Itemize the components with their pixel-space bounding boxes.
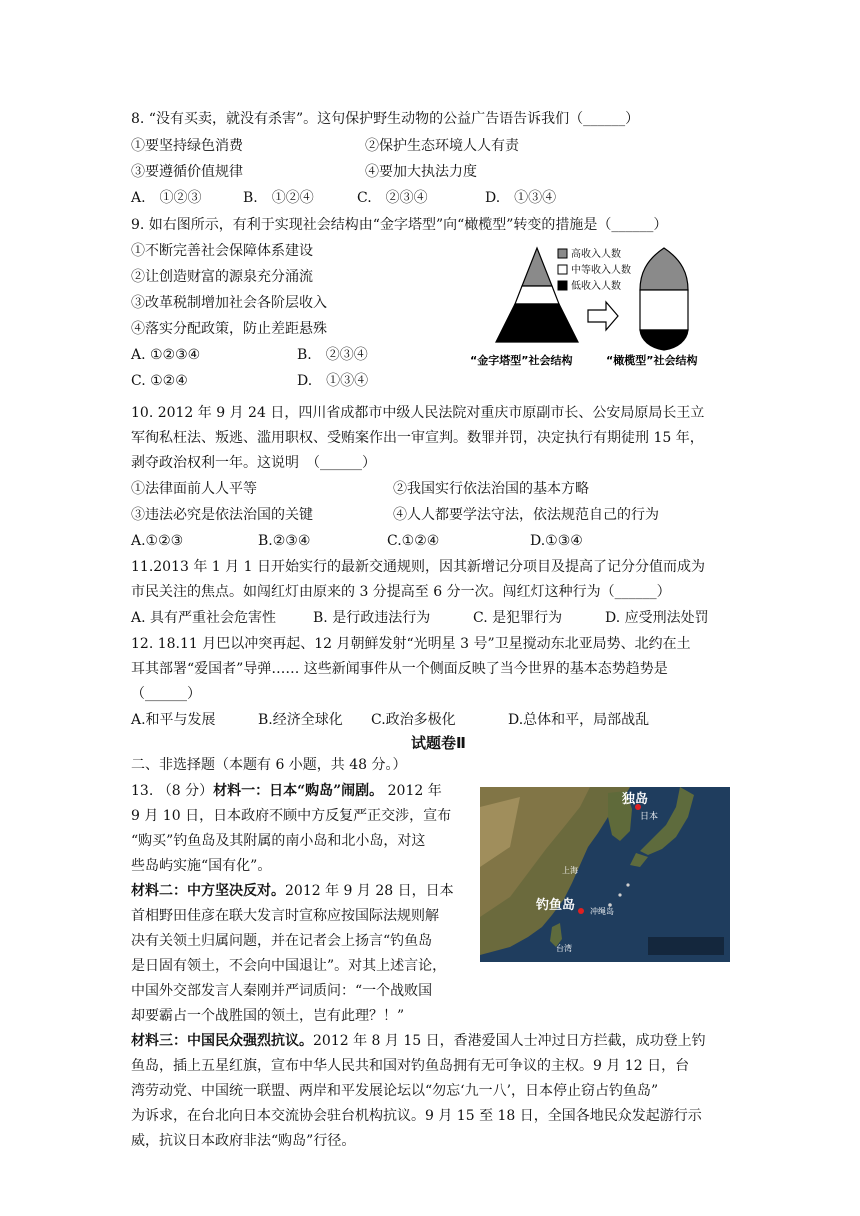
q10-option-3: ③违法必究是依法治国的关键 [131, 507, 313, 523]
q13-material3-line-2: 鱼岛，插上五星红旗，宣布中华人民共和国对钓鱼岛拥有无可争议的主权。9 月 12 日，台 [131, 1058, 690, 1074]
q12-choice-a: A.和平与发展 [131, 712, 216, 728]
q10-choice-b: B.②③④ [258, 533, 311, 549]
q9-option-4: ④落实分配政策，防止差距悬殊 [131, 321, 327, 337]
q13-material1-tail: 2012 年 [383, 783, 442, 799]
legend-swatch-low [558, 281, 567, 290]
diaoyu-marker [578, 908, 584, 914]
q8-option-4: ④要加大执法力度 [365, 164, 477, 180]
q11-choice-b: B. 是行政违法行为 [313, 610, 431, 626]
q12-line-2: 耳其部署“爱国者”导弹…… 这些新闻事件从一个侧面反映了当今世界的基本态势趋势是 [131, 661, 668, 677]
q11-line-2: 市民关注的焦点。如闯红灯由原来的 3 分提高至 6 分一次。闯红灯这种行为（______） [131, 584, 671, 600]
olive-top [640, 248, 688, 290]
q8-choice-c: C. ②③④ [357, 190, 428, 206]
map-watermark [648, 937, 724, 955]
part2-header: 二、非选择题（本题有 6 小题，共 48 分。） [131, 757, 407, 773]
q9-choice-c: C. ①②④ [131, 373, 188, 389]
q11-choice-d: D. 应受刑法处罚 [605, 610, 709, 626]
q13-material1-line-2: 9 月 10 日，日本政府不顾中方反复严正交涉，宣布 [131, 808, 452, 824]
q9-option-3: ③改革税制增加社会各阶层收入 [131, 295, 327, 311]
q10-choice-a: A.①②③ [131, 533, 184, 549]
legend-low: 低收入人数 [571, 281, 621, 292]
q12-line-3: （______） [131, 686, 201, 702]
legend-swatch-high [558, 249, 567, 258]
q12-choice-b: B.经济全球化 [258, 712, 343, 728]
q10-option-1: ①法律面前人人平等 [131, 481, 257, 497]
q9-choice-b: B. ②③④ [297, 347, 368, 363]
q8-option-2: ②保护生态环境人人有责 [365, 138, 519, 154]
q12-choice-d: D.总体和平，局部战乱 [508, 712, 650, 728]
label-diaoyu: 钓鱼岛 [536, 898, 576, 913]
q11-choice-a: A. 具有严重社会危害性 [131, 610, 277, 626]
q13-material2-line-4: 是日固有领土，不会向中国退让”。对其上述言论， [131, 958, 447, 974]
q13-line-1 [131, 782, 442, 800]
q10-choice-c: C.①②④ [387, 533, 440, 549]
legend-middle: 中等收入人数 [571, 265, 631, 276]
q10-line-3: 剥夺政治权利一年。这说明 （______） [131, 455, 376, 471]
q13-material3-line-3: 湾劳动党、中国统一联盟、两岸和平发展论坛以“勿忘‘九一八’，日本停止窃占钓鱼岛” [131, 1083, 659, 1099]
q8-choice-b: B. ①②④ [243, 190, 314, 206]
q10-line-1: 10. 2012 年 9 月 24 日，四川省成都市中级人民法院对重庆市原副市长、公安局原局长王立 [131, 405, 705, 421]
q13-material1-label: 材料一：日本“购岛”闹剧。 [213, 783, 384, 799]
q11-line-1: 11.2013 年 1 月 1 日开始实行的最新交通规则，因其新增记分项目及提高了记分分值而成为 [131, 559, 705, 575]
label-dokdo: 独岛 [622, 792, 649, 807]
q13-material2-line-3: 决有关领土归属问题，并在记者会上扬言“钓鱼岛 [131, 933, 433, 949]
q9-option-2: ②让创造财富的源泉充分涌流 [131, 269, 313, 285]
q13-material2-line-6: 却要霸占一个战胜国的领土，岂有此理？！” [131, 1008, 405, 1024]
pyramid-bottom [496, 304, 578, 342]
arrow-icon [588, 302, 618, 330]
caption-pyramid: “金字塔型”社会结构 [470, 354, 573, 367]
q13-material2-tail: 2012 年 9 月 28 日，日本 [285, 883, 454, 899]
q13-material3-label: 材料三：中国民众强烈抗议。 [131, 1033, 313, 1049]
q13-material1-line-3: “购买”钓鱼岛及其附属的南小岛和北小岛，对这 [131, 833, 426, 849]
q10-option-2: ②我国实行依法治国的基本方略 [393, 481, 589, 497]
q10-choice-d: D.①③④ [530, 533, 583, 549]
label-taiwan: 台湾 [556, 944, 572, 953]
q13-material3-line-4: 为诉求，在台北向日本交流协会驻台机构抗议。9 月 15 至 18 日，全国各地民众发起游行示 [131, 1108, 702, 1124]
q8-option-1: ①要坚持绿色消费 [131, 138, 243, 154]
q10-option-4: ④人人都要学法守法，依法规范自己的行为 [393, 507, 659, 523]
social-structure-figure [466, 240, 730, 372]
q13-material2-line-2: 首相野田佳彦在联大发言时宣称应按国际法规则解 [131, 908, 439, 924]
q9-option-1: ①不断完善社会保障体系建设 [131, 243, 313, 259]
olive-bottom [640, 330, 688, 350]
q13-material2-line-5: 中国外交部发言人秦刚并严词质问：“一个战败国 [131, 983, 433, 999]
part2-title: 试题卷Ⅱ [411, 734, 466, 752]
q8-stem: 8. “没有买卖，就没有杀害”。这句保护野生动物的公益广告语告诉我们（______） [131, 111, 640, 127]
q9-choice-a: A. ①②③④ [131, 347, 201, 363]
q8-choice-d: D. ①③④ [485, 190, 557, 206]
olive-middle [640, 290, 688, 330]
q13-material3-line-1 [131, 1032, 706, 1050]
legend-high: 高收入人数 [571, 249, 621, 260]
q12-line-1: 12. 18.11 月巴以冲突再起、12 月朝鲜发射“光明星 3 号”卫星搅动东北亚局势、北约在土 [131, 636, 691, 652]
q11-choice-c: C. 是犯罪行为 [473, 610, 563, 626]
q8-option-3: ③要遵循价值规律 [131, 164, 243, 180]
east-asia-satellite-map [480, 787, 730, 962]
label-okinawa: 冲绳岛 [590, 907, 614, 916]
label-shanghai: 上海 [562, 866, 578, 875]
q13-number: 13. （8 分） [131, 783, 214, 799]
q12-choice-c: C.政治多极化 [371, 712, 456, 728]
pyramid-middle [515, 286, 559, 304]
q10-line-2: 军徇私枉法、叛逃、滥用职权、受贿案作出一审宣判。数罪并罚，决定执行有期徒刑 15 年， [131, 430, 704, 446]
q13-material2-label: 材料二：中方坚决反对。 [131, 883, 285, 899]
q13-material3-line-5: 威，抗议日本政府非法“购岛”行径。 [131, 1133, 356, 1149]
legend-swatch-middle [558, 265, 567, 274]
q13-material1-line-4: 些岛屿实施“国有化”。 [131, 858, 272, 874]
label-japan: 日本 [640, 812, 659, 822]
pyramid-top [522, 248, 552, 286]
q9-choice-d: D. ①③④ [297, 373, 369, 389]
q13-material2-line-1 [131, 882, 454, 900]
q9-stem: 9. 如右图所示，有利于实现社会结构由“金字塔型”向“橄榄型”转变的措施是（______） [131, 217, 668, 233]
q13-material3-tail: 2012 年 8 月 15 日，香港爱国人士冲过日方拦截，成功登上钓 [313, 1033, 706, 1049]
caption-olive: “橄榄型”社会结构 [606, 354, 698, 367]
q8-choice-a: A. ①②③ [131, 190, 202, 206]
